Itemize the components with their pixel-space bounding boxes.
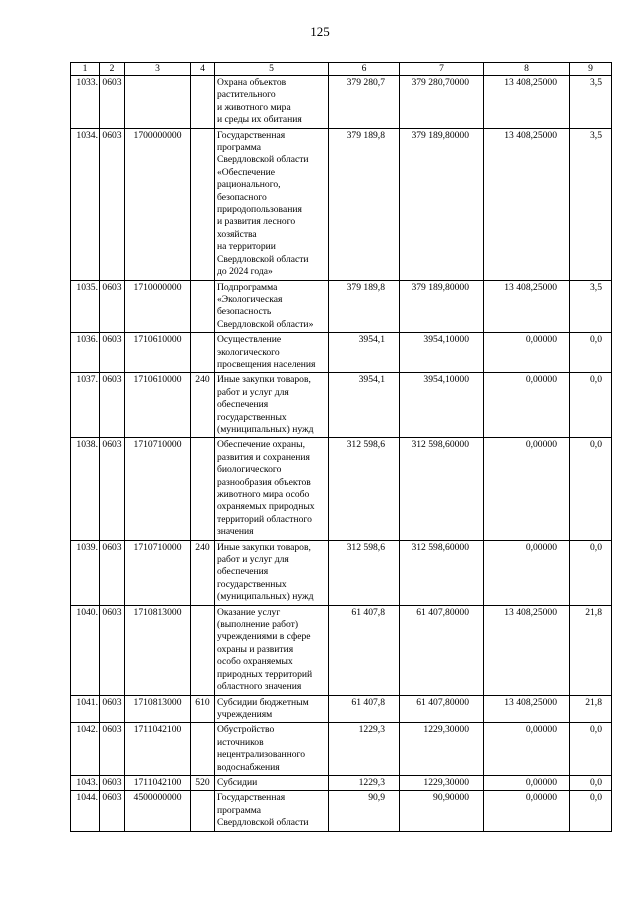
- execution-percent-cell: 3,5: [570, 128, 612, 280]
- section-code-cell: 0603: [100, 540, 125, 605]
- target-code-cell: 1711042100: [125, 723, 191, 776]
- execution-percent-cell: 0,0: [570, 723, 612, 776]
- section-code-cell: 0603: [100, 438, 125, 540]
- section-code-cell: 0603: [100, 791, 125, 831]
- expense-type-cell: 610: [191, 695, 215, 723]
- amount-approved-cell: 379 280,7: [329, 76, 400, 129]
- amount-approved-cell: 312 598,6: [329, 438, 400, 540]
- amount-executed-cell: 13 408,25000: [484, 280, 570, 333]
- column-header: 9: [570, 63, 612, 76]
- amount-executed-cell: 0,00000: [484, 723, 570, 776]
- section-code-cell: 0603: [100, 333, 125, 373]
- target-code-cell: 1710000000: [125, 280, 191, 333]
- amount-adjusted-cell: 61 407,80000: [400, 695, 484, 723]
- amount-adjusted-cell: 1229,30000: [400, 723, 484, 776]
- target-code-cell: 1711042100: [125, 775, 191, 790]
- row-number-cell: 1036.: [71, 333, 100, 373]
- amount-executed-cell: 0,00000: [484, 373, 570, 438]
- amount-approved-cell: 379 189,8: [329, 128, 400, 280]
- target-code-cell: 1710710000: [125, 438, 191, 540]
- execution-percent-cell: 21,8: [570, 605, 612, 695]
- amount-executed-cell: 0,00000: [484, 540, 570, 605]
- expense-type-cell: [191, 128, 215, 280]
- amount-executed-cell: 13 408,25000: [484, 605, 570, 695]
- expense-type-cell: [191, 280, 215, 333]
- table-row: [71, 128, 612, 280]
- amount-executed-cell: 13 408,25000: [484, 695, 570, 723]
- amount-adjusted-cell: 3954,10000: [400, 373, 484, 438]
- column-header: 5: [215, 63, 329, 76]
- amount-approved-cell: 61 407,8: [329, 695, 400, 723]
- amount-approved-cell: 379 189,8: [329, 280, 400, 333]
- table-row: [71, 775, 612, 790]
- amount-adjusted-cell: 379 280,70000: [400, 76, 484, 129]
- amount-executed-cell: 13 408,25000: [484, 76, 570, 129]
- row-number-cell: 1040.: [71, 605, 100, 695]
- amount-adjusted-cell: 61 407,80000: [400, 605, 484, 695]
- target-code-cell: 1710813000: [125, 605, 191, 695]
- amount-executed-cell: 0,00000: [484, 791, 570, 831]
- target-code-cell: 1710710000: [125, 540, 191, 605]
- amount-adjusted-cell: 90,90000: [400, 791, 484, 831]
- item-name-cell: Обеспечение охраны, развития и сохранения биологического разнообразия объектов животного мира особо охраняемых природных территорий областного значения: [215, 438, 329, 540]
- column-header: 1: [71, 63, 100, 76]
- row-number-cell: 1041.: [71, 695, 100, 723]
- execution-percent-cell: 0,0: [570, 373, 612, 438]
- item-name-cell: Государственная программа Свердловской области «Обеспечение рационального, безопасного природопользования и развития лесного хозяйства на территории Свердловской области до 2024 года»: [215, 128, 329, 280]
- page-number: 125: [310, 24, 330, 39]
- execution-percent-cell: 0,0: [570, 791, 612, 831]
- item-name-cell: Подпрограмма «Экологическая безопасность Свердловской области»: [215, 280, 329, 333]
- table-row: [71, 723, 612, 776]
- expense-type-cell: 520: [191, 775, 215, 790]
- execution-percent-cell: 0,0: [570, 438, 612, 540]
- amount-approved-cell: 3954,1: [329, 333, 400, 373]
- amount-adjusted-cell: 1229,30000: [400, 775, 484, 790]
- table-row: [71, 605, 612, 695]
- target-code-cell: 1710813000: [125, 695, 191, 723]
- expense-type-cell: [191, 333, 215, 373]
- item-name-cell: Иные закупки товаров, работ и услуг для обеспечения государственных (муниципальных) нужд: [215, 540, 329, 605]
- column-header: 6: [329, 63, 400, 76]
- table-row: [71, 76, 612, 129]
- amount-approved-cell: 90,9: [329, 791, 400, 831]
- item-name-cell: Субсидии бюджетным учреждениям: [215, 695, 329, 723]
- table-row: [71, 695, 612, 723]
- amount-approved-cell: 312 598,6: [329, 540, 400, 605]
- item-name-cell: Иные закупки товаров, работ и услуг для обеспечения государственных (муниципальных) нужд: [215, 373, 329, 438]
- section-code-cell: 0603: [100, 775, 125, 790]
- section-code-cell: 0603: [100, 128, 125, 280]
- table-row: [71, 791, 612, 831]
- execution-percent-cell: 0,0: [570, 333, 612, 373]
- amount-adjusted-cell: 3954,10000: [400, 333, 484, 373]
- row-number-cell: 1035.: [71, 280, 100, 333]
- execution-percent-cell: 0,0: [570, 775, 612, 790]
- table-row: [71, 438, 612, 540]
- target-code-cell: 1710610000: [125, 333, 191, 373]
- table-row: [71, 373, 612, 438]
- section-code-cell: 0603: [100, 373, 125, 438]
- target-code-cell: 4500000000: [125, 791, 191, 831]
- column-header: 2: [100, 63, 125, 76]
- expense-type-cell: [191, 605, 215, 695]
- section-code-cell: 0603: [100, 280, 125, 333]
- row-number-cell: 1044.: [71, 791, 100, 831]
- item-name-cell: Государственная программа Свердловской области: [215, 791, 329, 831]
- row-number-cell: 1039.: [71, 540, 100, 605]
- section-code-cell: 0603: [100, 76, 125, 129]
- column-header: 8: [484, 63, 570, 76]
- amount-approved-cell: 3954,1: [329, 373, 400, 438]
- row-number-cell: 1034.: [71, 128, 100, 280]
- target-code-cell: 1710610000: [125, 373, 191, 438]
- amount-approved-cell: 1229,3: [329, 723, 400, 776]
- budget-table: [70, 62, 612, 832]
- table-row: [71, 280, 612, 333]
- item-name-cell: Оказание услуг (выполнение работ) учреждениями в сфере охраны и развития особо охраняемых природных территорий областного значения: [215, 605, 329, 695]
- expense-type-cell: 240: [191, 373, 215, 438]
- item-name-cell: Охрана объектов растительного и животного мира и среды их обитания: [215, 76, 329, 129]
- row-number-cell: 1043.: [71, 775, 100, 790]
- item-name-cell: Субсидии: [215, 775, 329, 790]
- item-name-cell: Осуществление экологического просвещения населения: [215, 333, 329, 373]
- section-code-cell: 0603: [100, 605, 125, 695]
- row-number-cell: 1033.: [71, 76, 100, 129]
- table-row: [71, 540, 612, 605]
- expense-type-cell: [191, 76, 215, 129]
- amount-approved-cell: 61 407,8: [329, 605, 400, 695]
- amount-executed-cell: 0,00000: [484, 775, 570, 790]
- amount-adjusted-cell: 379 189,80000: [400, 128, 484, 280]
- execution-percent-cell: 3,5: [570, 280, 612, 333]
- execution-percent-cell: 3,5: [570, 76, 612, 129]
- column-header: 7: [400, 63, 484, 76]
- target-code-cell: 1700000000: [125, 128, 191, 280]
- column-header: 3: [125, 63, 191, 76]
- section-code-cell: 0603: [100, 695, 125, 723]
- row-number-cell: 1038.: [71, 438, 100, 540]
- expense-type-cell: [191, 438, 215, 540]
- target-code-cell: [125, 76, 191, 129]
- amount-executed-cell: 0,00000: [484, 438, 570, 540]
- amount-executed-cell: 0,00000: [484, 333, 570, 373]
- table-row: [71, 333, 612, 373]
- amount-adjusted-cell: 312 598,60000: [400, 540, 484, 605]
- amount-adjusted-cell: 312 598,60000: [400, 438, 484, 540]
- execution-percent-cell: 0,0: [570, 540, 612, 605]
- expense-type-cell: 240: [191, 540, 215, 605]
- section-code-cell: 0603: [100, 723, 125, 776]
- expense-type-cell: [191, 791, 215, 831]
- header-row: [71, 63, 612, 76]
- expense-type-cell: [191, 723, 215, 776]
- amount-executed-cell: 13 408,25000: [484, 128, 570, 280]
- item-name-cell: Обустройство источников нецентрализованного водоснабжения: [215, 723, 329, 776]
- amount-adjusted-cell: 379 189,80000: [400, 280, 484, 333]
- row-number-cell: 1042.: [71, 723, 100, 776]
- amount-approved-cell: 1229,3: [329, 775, 400, 790]
- execution-percent-cell: 21,8: [570, 695, 612, 723]
- column-header: 4: [191, 63, 215, 76]
- row-number-cell: 1037.: [71, 373, 100, 438]
